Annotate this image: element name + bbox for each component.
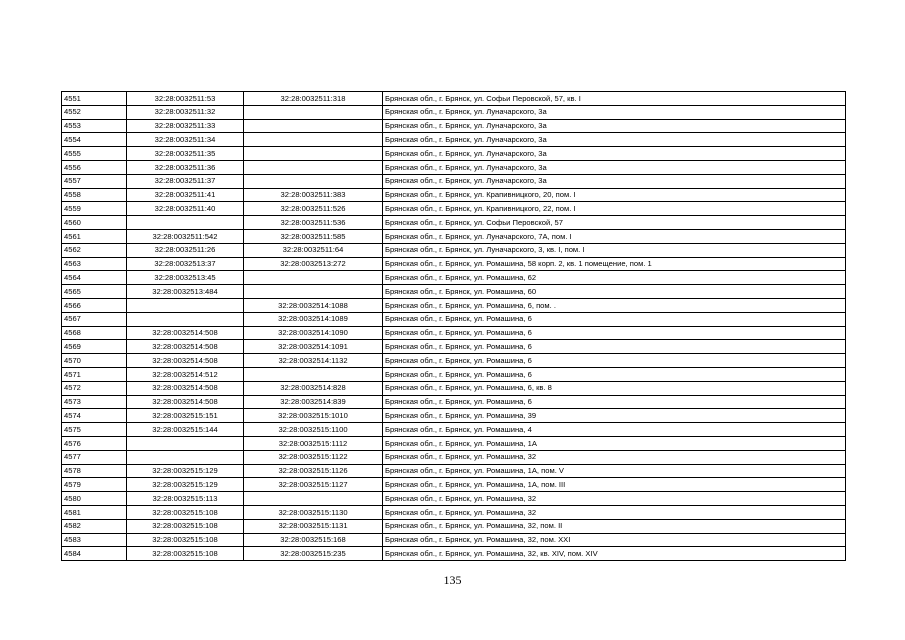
address-cell: Брянская обл., г. Брянск, ул. Ромашина, 32, пом. II	[383, 519, 846, 533]
table-row	[62, 519, 846, 533]
address-cell: Брянская обл., г. Брянск, ул. Луначарского, 3а	[383, 119, 846, 133]
row-number-cell: 4582	[62, 519, 127, 533]
address-cell: Брянская обл., г. Брянск, ул. Ромашина, 32, пом. XXI	[383, 533, 846, 547]
address-cell: Брянская обл., г. Брянск, ул. Ромашина, 60	[383, 285, 846, 299]
row-number-cell: 4553	[62, 119, 127, 133]
cadastral-number-cell: 32:28:0032514:508	[127, 395, 244, 409]
row-number-cell: 4570	[62, 354, 127, 368]
cadastral-number-cell: 32:28:0032511:32	[127, 105, 244, 119]
table-row	[62, 478, 846, 492]
address-cell: Брянская обл., г. Брянск, ул. Ромашина, 6	[383, 354, 846, 368]
row-number-cell: 4572	[62, 381, 127, 395]
row-number-cell: 4551	[62, 92, 127, 106]
building-cadastral-number-cell	[244, 367, 383, 381]
row-number-cell: 4556	[62, 160, 127, 174]
building-cadastral-number-cell: 32:28:0032514:1091	[244, 340, 383, 354]
building-cadastral-number-cell: 32:28:0032515:1122	[244, 450, 383, 464]
building-cadastral-number-cell: 32:28:0032511:383	[244, 188, 383, 202]
building-cadastral-number-cell: 32:28:0032515:1112	[244, 436, 383, 450]
cadastral-number-cell: 32:28:0032515:151	[127, 409, 244, 423]
address-cell: Брянская обл., г. Брянск, ул. Ромашина, 1А, пом. V	[383, 464, 846, 478]
building-cadastral-number-cell: 32:28:0032514:1132	[244, 354, 383, 368]
table-row	[62, 188, 846, 202]
table-row	[62, 174, 846, 188]
cadastral-number-cell: 32:28:0032515:113	[127, 492, 244, 506]
building-cadastral-number-cell: 32:28:0032511:318	[244, 92, 383, 106]
address-cell: Брянская обл., г. Брянск, ул. Ромашина, 1А, пом. III	[383, 478, 846, 492]
table-row	[62, 92, 846, 106]
building-cadastral-number-cell: 32:28:0032511:64	[244, 243, 383, 257]
building-cadastral-number-cell: 32:28:0032515:1131	[244, 519, 383, 533]
row-number-cell: 4560	[62, 216, 127, 230]
address-cell: Брянская обл., г. Брянск, ул. Луначарского, 3а	[383, 105, 846, 119]
address-cell: Брянская обл., г. Брянск, ул. Ромашина, 4	[383, 423, 846, 437]
cadastral-number-cell: 32:28:0032511:35	[127, 147, 244, 161]
cadastral-number-cell	[127, 298, 244, 312]
address-cell: Брянская обл., г. Брянск, ул. Луначарского, 3а	[383, 160, 846, 174]
building-cadastral-number-cell: 32:28:0032515:1010	[244, 409, 383, 423]
row-number-cell: 4557	[62, 174, 127, 188]
row-number-cell: 4584	[62, 547, 127, 561]
address-cell: Брянская обл., г. Брянск, ул. Луначарского, 3, кв. I, пом. I	[383, 243, 846, 257]
address-cell: Брянская обл., г. Брянск, ул. Ромашина, 6	[383, 395, 846, 409]
table-row	[62, 243, 846, 257]
cadastral-number-cell: 32:28:0032515:144	[127, 423, 244, 437]
table-row	[62, 298, 846, 312]
cadastral-number-cell: 32:28:0032514:508	[127, 381, 244, 395]
address-cell: Брянская обл., г. Брянск, ул. Луначарского, 7А, пом. I	[383, 229, 846, 243]
table-row	[62, 436, 846, 450]
row-number-cell: 4555	[62, 147, 127, 161]
table-row	[62, 257, 846, 271]
building-cadastral-number-cell	[244, 160, 383, 174]
row-number-cell: 4566	[62, 298, 127, 312]
building-cadastral-number-cell	[244, 147, 383, 161]
table-row	[62, 326, 846, 340]
building-cadastral-number-cell: 32:28:0032514:1090	[244, 326, 383, 340]
address-cell: Брянская обл., г. Брянск, ул. Софьи Перовской, 57, кв. I	[383, 92, 846, 106]
building-cadastral-number-cell: 32:28:0032515:1100	[244, 423, 383, 437]
table-row	[62, 423, 846, 437]
cadastral-number-cell: 32:28:0032514:508	[127, 340, 244, 354]
row-number-cell: 4574	[62, 409, 127, 423]
table-row	[62, 312, 846, 326]
table-row	[62, 367, 846, 381]
row-number-cell: 4559	[62, 202, 127, 216]
table-row	[62, 354, 846, 368]
cadastral-number-cell	[127, 312, 244, 326]
building-cadastral-number-cell: 32:28:0032514:828	[244, 381, 383, 395]
building-cadastral-number-cell: 32:28:0032514:1088	[244, 298, 383, 312]
building-cadastral-number-cell: 32:28:0032511:585	[244, 229, 383, 243]
cadastral-number-cell: 32:28:0032514:512	[127, 367, 244, 381]
building-cadastral-number-cell	[244, 271, 383, 285]
row-number-cell: 4581	[62, 505, 127, 519]
address-cell: Брянская обл., г. Брянск, ул. Ромашина, 6	[383, 367, 846, 381]
row-number-cell: 4565	[62, 285, 127, 299]
address-cell: Брянская обл., г. Брянск, ул. Ромашина, 6, кв. 8	[383, 381, 846, 395]
address-cell: Брянская обл., г. Брянск, ул. Ромашина, 6	[383, 326, 846, 340]
address-cell: Брянская обл., г. Брянск, ул. Луначарского, 3а	[383, 174, 846, 188]
address-cell: Брянская обл., г. Брянск, ул. Ромашина, 58 корп. 2, кв. 1 помещение, пом. 1	[383, 257, 846, 271]
cadastral-number-cell: 32:28:0032514:508	[127, 354, 244, 368]
table-row	[62, 464, 846, 478]
address-cell: Брянская обл., г. Брянск, ул. Ромашина, 39	[383, 409, 846, 423]
row-number-cell: 4564	[62, 271, 127, 285]
table-row	[62, 340, 846, 354]
address-cell: Брянская обл., г. Брянск, ул. Ромашина, 32	[383, 492, 846, 506]
table-row	[62, 147, 846, 161]
building-cadastral-number-cell	[244, 174, 383, 188]
cadastral-number-cell: 32:28:0032513:45	[127, 271, 244, 285]
row-number-cell: 4552	[62, 105, 127, 119]
table-row	[62, 492, 846, 506]
address-cell: Брянская обл., г. Брянск, ул. Луначарского, 3а	[383, 147, 846, 161]
table-row	[62, 202, 846, 216]
cadastral-number-cell: 32:28:0032513:484	[127, 285, 244, 299]
table-row	[62, 105, 846, 119]
address-cell: Брянская обл., г. Брянск, ул. Луначарского, 3а	[383, 133, 846, 147]
building-cadastral-number-cell	[244, 492, 383, 506]
building-cadastral-number-cell	[244, 133, 383, 147]
building-cadastral-number-cell: 32:28:0032515:1130	[244, 505, 383, 519]
building-cadastral-number-cell: 32:28:0032515:168	[244, 533, 383, 547]
row-number-cell: 4562	[62, 243, 127, 257]
address-cell: Брянская обл., г. Брянск, ул. Ромашина, 6	[383, 340, 846, 354]
building-cadastral-number-cell: 32:28:0032515:235	[244, 547, 383, 561]
cadastral-number-cell: 32:28:0032511:36	[127, 160, 244, 174]
cadastral-number-cell: 32:28:0032514:508	[127, 326, 244, 340]
table-row	[62, 160, 846, 174]
table-row	[62, 395, 846, 409]
address-cell: Брянская обл., г. Брянск, ул. Ромашина, 32	[383, 505, 846, 519]
cadastral-number-cell: 32:28:0032515:108	[127, 505, 244, 519]
address-cell: Брянская обл., г. Брянск, ул. Крапивницкого, 20, пом. I	[383, 188, 846, 202]
row-number-cell: 4563	[62, 257, 127, 271]
building-cadastral-number-cell: 32:28:0032514:839	[244, 395, 383, 409]
table-row	[62, 409, 846, 423]
row-number-cell: 4571	[62, 367, 127, 381]
cadastral-number-cell	[127, 216, 244, 230]
row-number-cell: 4577	[62, 450, 127, 464]
row-number-cell: 4578	[62, 464, 127, 478]
cadastral-number-cell: 32:28:0032511:41	[127, 188, 244, 202]
table-row	[62, 119, 846, 133]
cadastral-number-cell: 32:28:0032513:37	[127, 257, 244, 271]
row-number-cell: 4579	[62, 478, 127, 492]
row-number-cell: 4580	[62, 492, 127, 506]
cadastral-number-cell	[127, 450, 244, 464]
table-row	[62, 216, 846, 230]
row-number-cell: 4554	[62, 133, 127, 147]
building-cadastral-number-cell	[244, 119, 383, 133]
cadastral-number-cell: 32:28:0032511:37	[127, 174, 244, 188]
cadastral-number-cell: 32:28:0032515:108	[127, 533, 244, 547]
address-cell: Брянская обл., г. Брянск, ул. Софьи Перовской, 57	[383, 216, 846, 230]
row-number-cell: 4573	[62, 395, 127, 409]
cadastral-number-cell	[127, 436, 244, 450]
table-row	[62, 450, 846, 464]
cadastral-number-cell: 32:28:0032511:542	[127, 229, 244, 243]
row-number-cell: 4568	[62, 326, 127, 340]
cadastral-number-cell: 32:28:0032511:33	[127, 119, 244, 133]
table-row	[62, 381, 846, 395]
row-number-cell: 4567	[62, 312, 127, 326]
property-registry-table	[61, 91, 846, 561]
table-row	[62, 547, 846, 561]
registry-table-body	[62, 92, 846, 561]
building-cadastral-number-cell: 32:28:0032513:272	[244, 257, 383, 271]
building-cadastral-number-cell: 32:28:0032515:1127	[244, 478, 383, 492]
table-row	[62, 285, 846, 299]
cadastral-number-cell: 32:28:0032515:108	[127, 547, 244, 561]
table-row	[62, 271, 846, 285]
cadastral-number-cell: 32:28:0032511:40	[127, 202, 244, 216]
address-cell: Брянская обл., г. Брянск, ул. Ромашина, 1А	[383, 436, 846, 450]
building-cadastral-number-cell	[244, 105, 383, 119]
cadastral-number-cell: 32:28:0032511:53	[127, 92, 244, 106]
address-cell: Брянская обл., г. Брянск, ул. Ромашина, 6	[383, 312, 846, 326]
building-cadastral-number-cell: 32:28:0032514:1089	[244, 312, 383, 326]
row-number-cell: 4575	[62, 423, 127, 437]
cadastral-number-cell: 32:28:0032515:129	[127, 464, 244, 478]
address-cell: Брянская обл., г. Брянск, ул. Ромашина, 6, пом. .	[383, 298, 846, 312]
building-cadastral-number-cell: 32:28:0032511:536	[244, 216, 383, 230]
cadastral-number-cell: 32:28:0032515:108	[127, 519, 244, 533]
address-cell: Брянская обл., г. Брянск, ул. Ромашина, 62	[383, 271, 846, 285]
table-row	[62, 229, 846, 243]
building-cadastral-number-cell	[244, 285, 383, 299]
building-cadastral-number-cell: 32:28:0032515:1126	[244, 464, 383, 478]
row-number-cell: 4569	[62, 340, 127, 354]
address-cell: Брянская обл., г. Брянск, ул. Ромашина, 32	[383, 450, 846, 464]
table-row	[62, 133, 846, 147]
address-cell: Брянская обл., г. Брянск, ул. Крапивницкого, 22, пом. I	[383, 202, 846, 216]
cadastral-number-cell: 32:28:0032515:129	[127, 478, 244, 492]
table-row	[62, 533, 846, 547]
address-cell: Брянская обл., г. Брянск, ул. Ромашина, 32, кв. XIV, пом. XIV	[383, 547, 846, 561]
row-number-cell: 4576	[62, 436, 127, 450]
page-number: 135	[443, 573, 462, 587]
building-cadastral-number-cell: 32:28:0032511:526	[244, 202, 383, 216]
cadastral-number-cell: 32:28:0032511:26	[127, 243, 244, 257]
row-number-cell: 4558	[62, 188, 127, 202]
row-number-cell: 4561	[62, 229, 127, 243]
row-number-cell: 4583	[62, 533, 127, 547]
cadastral-number-cell: 32:28:0032511:34	[127, 133, 244, 147]
table-row	[62, 505, 846, 519]
